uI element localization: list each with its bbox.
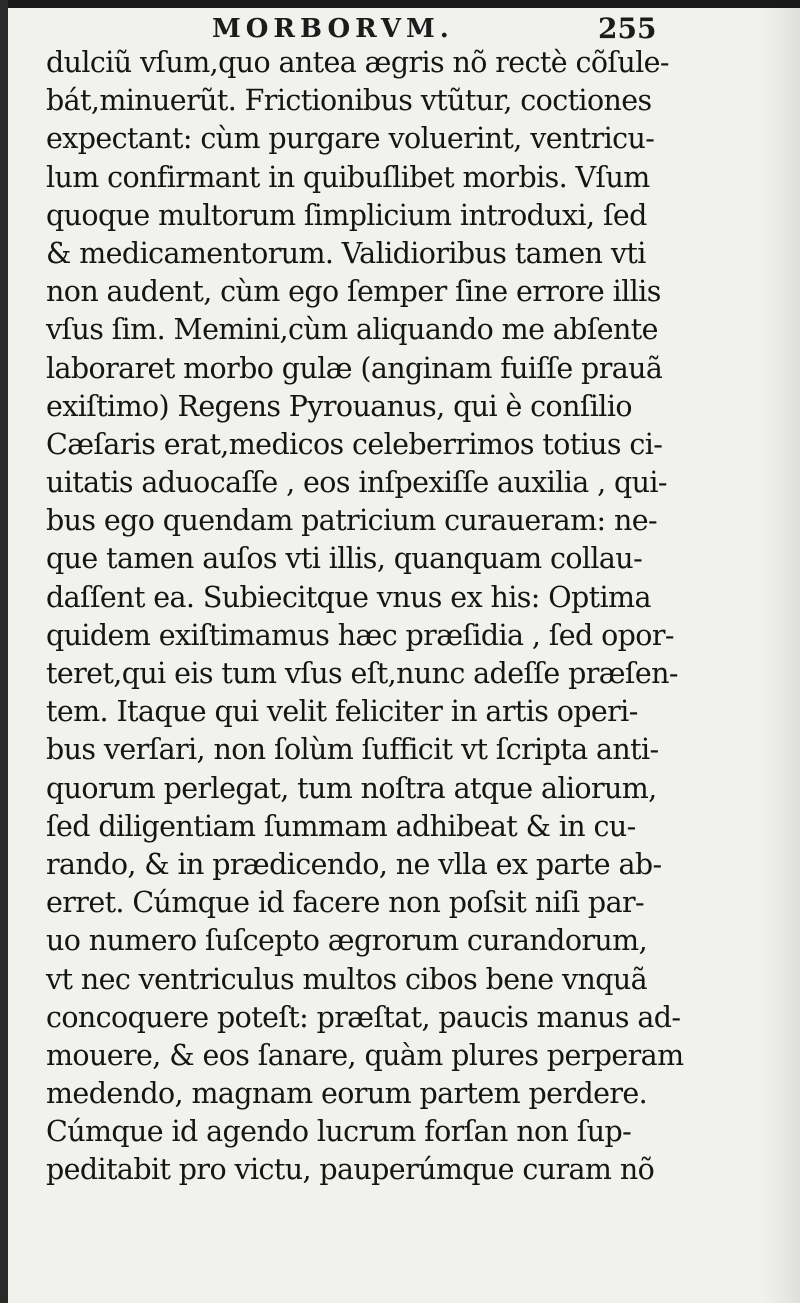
page-number: 255: [598, 12, 657, 45]
text-line: peditabit pro victu, pauperúmque curam nõ: [46, 1153, 655, 1187]
text-line: bát,minuerũt. Frictionibus vtũtur, coctiones: [46, 84, 652, 118]
text-line: exiſtimo) Regens Pyrouanus, qui è conſilio: [46, 389, 632, 423]
body-text: [46, 44, 684, 1190]
text-line: uitatis aduocaſſe , eos inſpexiſſe auxilia , qui-: [46, 466, 667, 500]
text-line: non audent, cùm ego ſemper ſine errore illis: [46, 275, 661, 309]
text-line: vt nec ventriculus multos cibos bene vnquã: [46, 962, 648, 996]
text-line: uo numero ſuſcepto ægrorum curandorum,: [46, 924, 648, 958]
text-line: concoquere poteſt: præſtat, paucis manus ad-: [46, 1000, 681, 1034]
text-line: quidem exiſtimamus hæc præſidia , ſed opor-: [46, 618, 674, 652]
text-line: dulciũ vſum,quo antea ægris nõ rectè cõſule-: [46, 46, 669, 79]
text-line: medendo, magnam eorum partem perdere.: [46, 1077, 648, 1111]
running-head: [0, 8, 800, 48]
running-title: MORBORVM.: [212, 14, 454, 44]
text-line: tem. Itaque qui velit feliciter in artis operi-: [46, 695, 638, 729]
text-line: laboraret morbo gulæ (anginam fuiſſe prauã: [46, 351, 663, 385]
scan-top-border: [0, 0, 800, 8]
text-line: quorum perlegat, tum noſtra atque aliorum,: [46, 771, 657, 805]
text-line: teret,qui eis tum vſus eſt,nunc adeſſe præſen-: [46, 657, 678, 690]
text-line: ſed diligentiam ſummam adhibeat & in cu-: [46, 809, 636, 843]
text-line: Cæſaris erat,medicos celeberrimos totius ci-: [46, 427, 663, 461]
text-line: & medicamentorum. Validioribus tamen vti: [46, 236, 646, 270]
text-line: rando, & in prædicendo, ne vlla ex parte ab-: [46, 847, 662, 881]
text-line: bus verſari, non ſolùm ſufficit vt ſcripta anti-: [46, 733, 659, 767]
text-line: daſſent ea. Subiecitque vnus ex his: Optima: [46, 580, 651, 614]
text-line: Cúmque id agendo lucrum forſan non ſup-: [46, 1115, 632, 1149]
text-line: vſus ſim. Memini,cùm aliquando me abſente: [46, 313, 658, 347]
text-line: mouere, & eos ſanare, quàm plures perperam: [46, 1038, 684, 1072]
text-line: expectant: cùm purgare voluerint, ventricu-: [46, 122, 655, 156]
text-line: que tamen auſos vti illis, quanquam collau-: [46, 542, 643, 576]
page-gutter-shadow: [760, 0, 800, 1303]
text-line: lum confirmant in quibuſlibet morbis. Vſum: [46, 160, 650, 194]
scan-left-border: [0, 0, 8, 1303]
text-line: bus ego quendam patricium curaueram: ne-: [46, 504, 658, 538]
text-line: quoque multorum ſimplicium introduxi, ſed: [46, 198, 647, 232]
text-line: erret. Cúmque id facere non poſsit niſi par-: [46, 886, 645, 920]
